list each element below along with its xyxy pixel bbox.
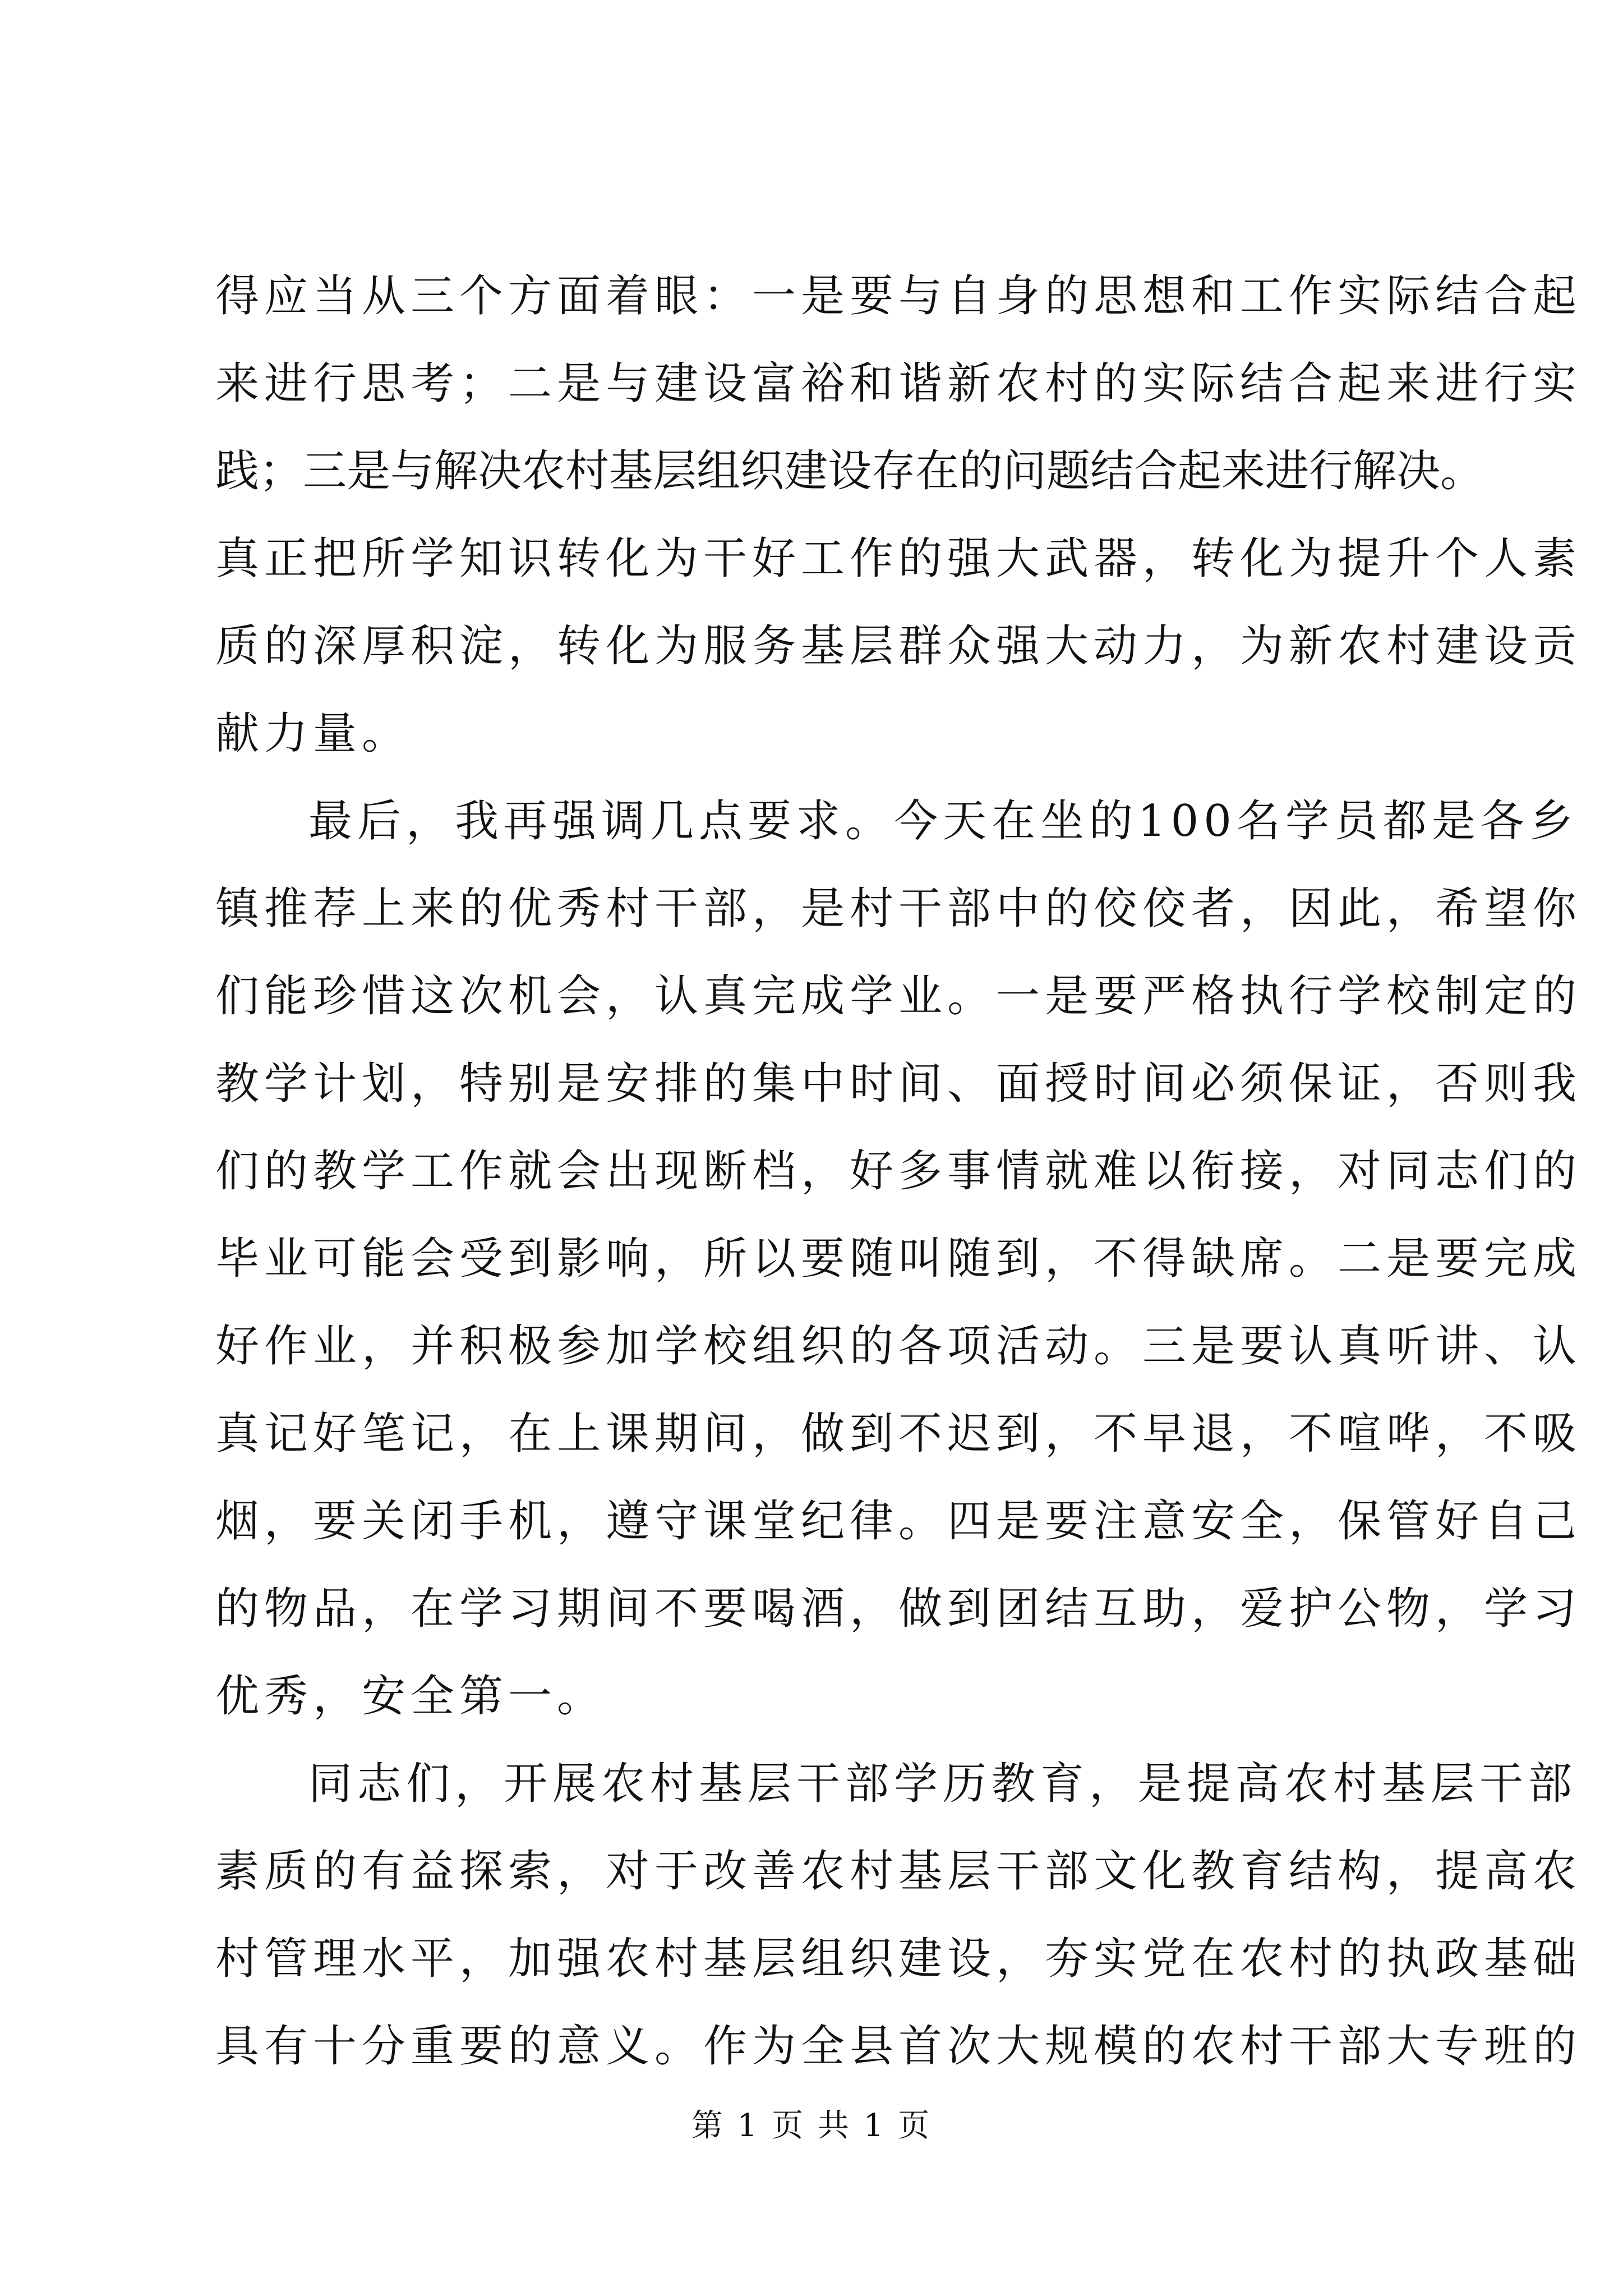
text-line: 具有十分重要的意义。作为全县首次大规模的农村干部大专班的: [215, 2021, 1582, 2072]
text-line: 献力量。: [215, 708, 411, 759]
text-line: 质的深厚积淀，转化为服务基层群众强大动力，为新农村建设贡: [215, 621, 1582, 671]
text-line: 的物品，在学习期间不要喝酒，做到团结互助，爱护公物，学习: [215, 1584, 1582, 1634]
text-line: 素质的有益探索，对于改善农村基层干部文化教育结构，提高农: [215, 1846, 1582, 1897]
text-line: 们能珍惜这次机会，认真完成学业。一是要严格执行学校制定的: [215, 971, 1582, 1022]
text-line: 教学计划，特别是安排的集中时间、面授时间必须保证，否则我: [215, 1059, 1582, 1109]
text-line: 同志们，开展农村基层干部学历教育，是提高农村基层干部: [308, 1759, 1578, 1809]
text-line: 得应当从三个方面着眼：一是要与自身的思想和工作实际结合起: [215, 271, 1582, 321]
text-line: 优秀，安全第一。: [215, 1671, 606, 1722]
body-text: [215, 252, 1582, 2090]
text-line: 践；三是与解决农村基层组织建设存在的问题结合起来进行解决。: [215, 446, 1484, 496]
text-line: 来进行思考；二是与建设富裕和谐新农村的实际结合起来进行实: [215, 358, 1582, 409]
text-line: 最后，我再强调几点要求。今天在坐的100名学员都是各乡: [308, 796, 1578, 846]
text-line: 村管理水平，加强农村基层组织建设，夯实党在农村的执政基础: [215, 1934, 1582, 1984]
text-line: 烟，要关闭手机，遵守课堂纪律。四是要注意安全，保管好自己: [215, 1496, 1582, 1547]
text-line: 毕业可能会受到影响，所以要随叫随到，不得缺席。二是要完成: [215, 1234, 1582, 1284]
text-line: 好作业，并积极参加学校组织的各项活动。三是要认真听讲、认: [215, 1321, 1582, 1372]
text-line: 镇推荐上来的优秀村干部，是村干部中的佼佼者，因此，希望你: [215, 884, 1582, 934]
page-number-footer: 第 1 页 共 1 页: [691, 2108, 932, 2144]
text-line: 们的教学工作就会出现断档，好多事情就难以衔接，对同志们的: [215, 1146, 1582, 1197]
text-line: 真记好笔记，在上课期间，做到不迟到，不早退，不喧哗，不吸: [215, 1409, 1582, 1459]
text-line: 真正把所学知识转化为干好工作的强大武器，转化为提升个人素: [215, 533, 1582, 584]
